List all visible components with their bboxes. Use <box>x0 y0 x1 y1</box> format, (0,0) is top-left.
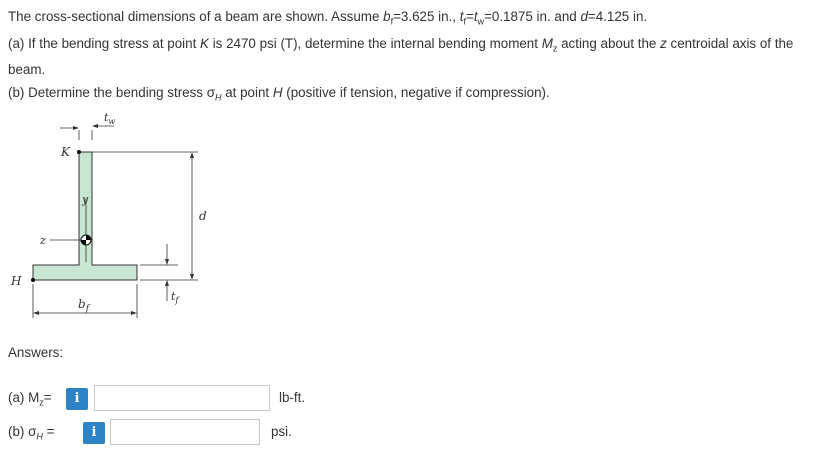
label-H: H <box>11 274 22 288</box>
answer-a-label-sub: z <box>39 397 44 408</box>
tw-arrowhead-right <box>92 124 98 128</box>
problem-line-1 <box>8 6 834 33</box>
problem-text: acting about the <box>557 35 661 51</box>
stress-unit: psi. <box>271 424 292 439</box>
problem-text: = <box>465 9 474 24</box>
problem-text: =0.1875 in. and <box>484 9 581 24</box>
problem-text: (positive if tension, negative if compression). <box>282 85 550 101</box>
sub-w: w <box>477 16 485 27</box>
label-tf: $t_f$ <box>171 290 179 305</box>
problem-text: The cross-sectional dimensions of a beam are shown. Assume <box>8 9 384 24</box>
answer-b-label <box>8 424 54 442</box>
problem-text: at point <box>221 85 273 101</box>
var-z: z <box>660 35 667 51</box>
label-tw: $t_w$ <box>104 111 116 126</box>
label-z: z <box>40 234 46 247</box>
moment-input[interactable] <box>94 385 270 411</box>
problem-statement <box>8 6 834 109</box>
tf-arrowhead-top <box>165 259 169 265</box>
centroid-icon <box>81 235 91 245</box>
d-arrowhead-bottom <box>190 274 194 280</box>
beam-tee-shape <box>33 152 137 280</box>
label-y: y <box>82 193 89 206</box>
point-H-marker <box>31 278 35 282</box>
problem-text: =3.625 in., <box>393 9 460 24</box>
problem-text: (b) Determine the bending stress <box>8 85 207 101</box>
stress-input[interactable] <box>110 419 260 445</box>
label-d: d <box>199 209 207 223</box>
problem-text: centroidal axis of the beam. <box>8 35 794 78</box>
problem-part-b <box>8 82 834 109</box>
d-arrowhead-top <box>190 152 194 158</box>
problem-text: is 2470 psi (T), determine the internal bending moment <box>208 35 542 51</box>
sub-H: H <box>215 93 222 104</box>
answer-a-label-prefix: (a) M <box>8 390 40 405</box>
bf-arrowhead-left <box>33 311 39 315</box>
answer-b-label-suffix: = <box>42 424 55 439</box>
label-bf: $b_f$ <box>78 297 90 314</box>
moment-unit: lb-ft. <box>279 390 306 405</box>
problem-part-a <box>8 33 834 81</box>
answers-heading: Answers: <box>8 345 64 360</box>
sub-z: z <box>552 43 558 54</box>
label-K: K <box>61 145 70 159</box>
answer-b-label-prefix: (b) σ <box>8 424 37 439</box>
bf-arrowhead-right <box>131 311 137 315</box>
info-icon[interactable]: i <box>83 422 105 444</box>
var-tf: t <box>459 9 464 24</box>
problem-text: (a) If the bending stress at point <box>8 35 201 51</box>
var-d: d <box>580 9 588 24</box>
tf-arrowhead-bottom <box>165 280 169 286</box>
sub-f: f <box>463 16 466 27</box>
var-tw: t <box>473 9 478 24</box>
var-Mz: M <box>541 35 553 51</box>
beam-cross-section-figure <box>0 108 230 333</box>
var-K: K <box>200 35 209 51</box>
var-bf: b <box>383 9 391 24</box>
answer-a-label <box>8 390 52 408</box>
var-sigma: σ <box>206 85 215 101</box>
tw-arrowhead-left <box>73 126 79 130</box>
answer-b-label-sub: H <box>36 431 43 442</box>
var-H: H <box>272 85 283 101</box>
info-icon[interactable]: i <box>66 388 88 410</box>
answer-a-label-suffix: = <box>43 390 52 405</box>
problem-text: =4.125 in. <box>587 9 648 24</box>
sub-f: f <box>390 16 394 27</box>
